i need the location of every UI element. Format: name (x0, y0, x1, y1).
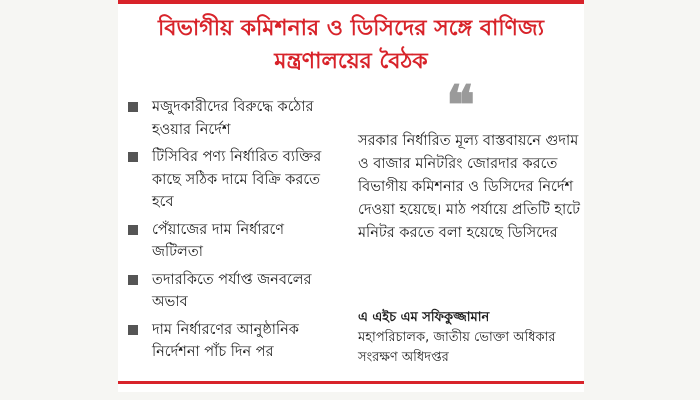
bullet-text: তদারকিতে পর্যাপ্ত জনবলের অভাব (152, 271, 312, 310)
bullet-text: দাম নির্ধারণের আনুষ্ঠানিক নির্দেশনা পাঁচ দিন পর (152, 321, 299, 360)
speaker-title: মহাপরিচালক, জাতীয় ভোক্তা অধিকার সংরক্ষণ অধিদপ্তর (358, 330, 556, 365)
square-bullet-icon (128, 225, 138, 235)
bullet-text: পেঁয়াজের দাম নির্ধারণে জটিলতা (152, 221, 285, 260)
quote-icon: ❝ (446, 73, 476, 137)
square-bullet-icon (128, 275, 138, 285)
bullet-list (126, 96, 336, 369)
bullet-text: মজুদকারীদের বিরুদ্ধে কঠোর হওয়ার নির্দেশ (152, 99, 314, 138)
headline: বিভাগীয় কমিশনার ও ডিসিদের সঙ্গে বাণিজ্য মন্ত্রণালয়ের বৈঠক (157, 16, 545, 74)
list-item (126, 319, 336, 364)
quote-text: সরকার নির্ধারিত মূল্য বাস্তবায়নে গুদাম ও বাজার মনিটরিং জোরদার করতে বিভাগীয় কমিশনার ও ডিসিদের নির্দেশ দেওয়া হয়েছে। মাঠ পর্যায়ে প্রতিটি হাটে মনিটর করতে বলা হয়েছে ডিসিদের (358, 133, 580, 241)
list-item (126, 219, 336, 264)
square-bullet-icon (128, 325, 138, 335)
list-item (126, 96, 336, 141)
infographic-card (118, 0, 584, 392)
speaker-name: এ এইচ এম সফিকুজ্জামান (358, 310, 490, 325)
bottom-red-rule (118, 381, 584, 384)
square-bullet-icon (128, 152, 138, 162)
bullet-text: টিসিবির পণ্য নির্ধারিত ব্যক্তির কাছে সঠিক দামে বিক্রি করতে হবে (152, 149, 322, 210)
top-red-rule (118, 0, 584, 4)
list-item (126, 146, 336, 214)
list-item (126, 269, 336, 314)
square-bullet-icon (128, 102, 138, 112)
